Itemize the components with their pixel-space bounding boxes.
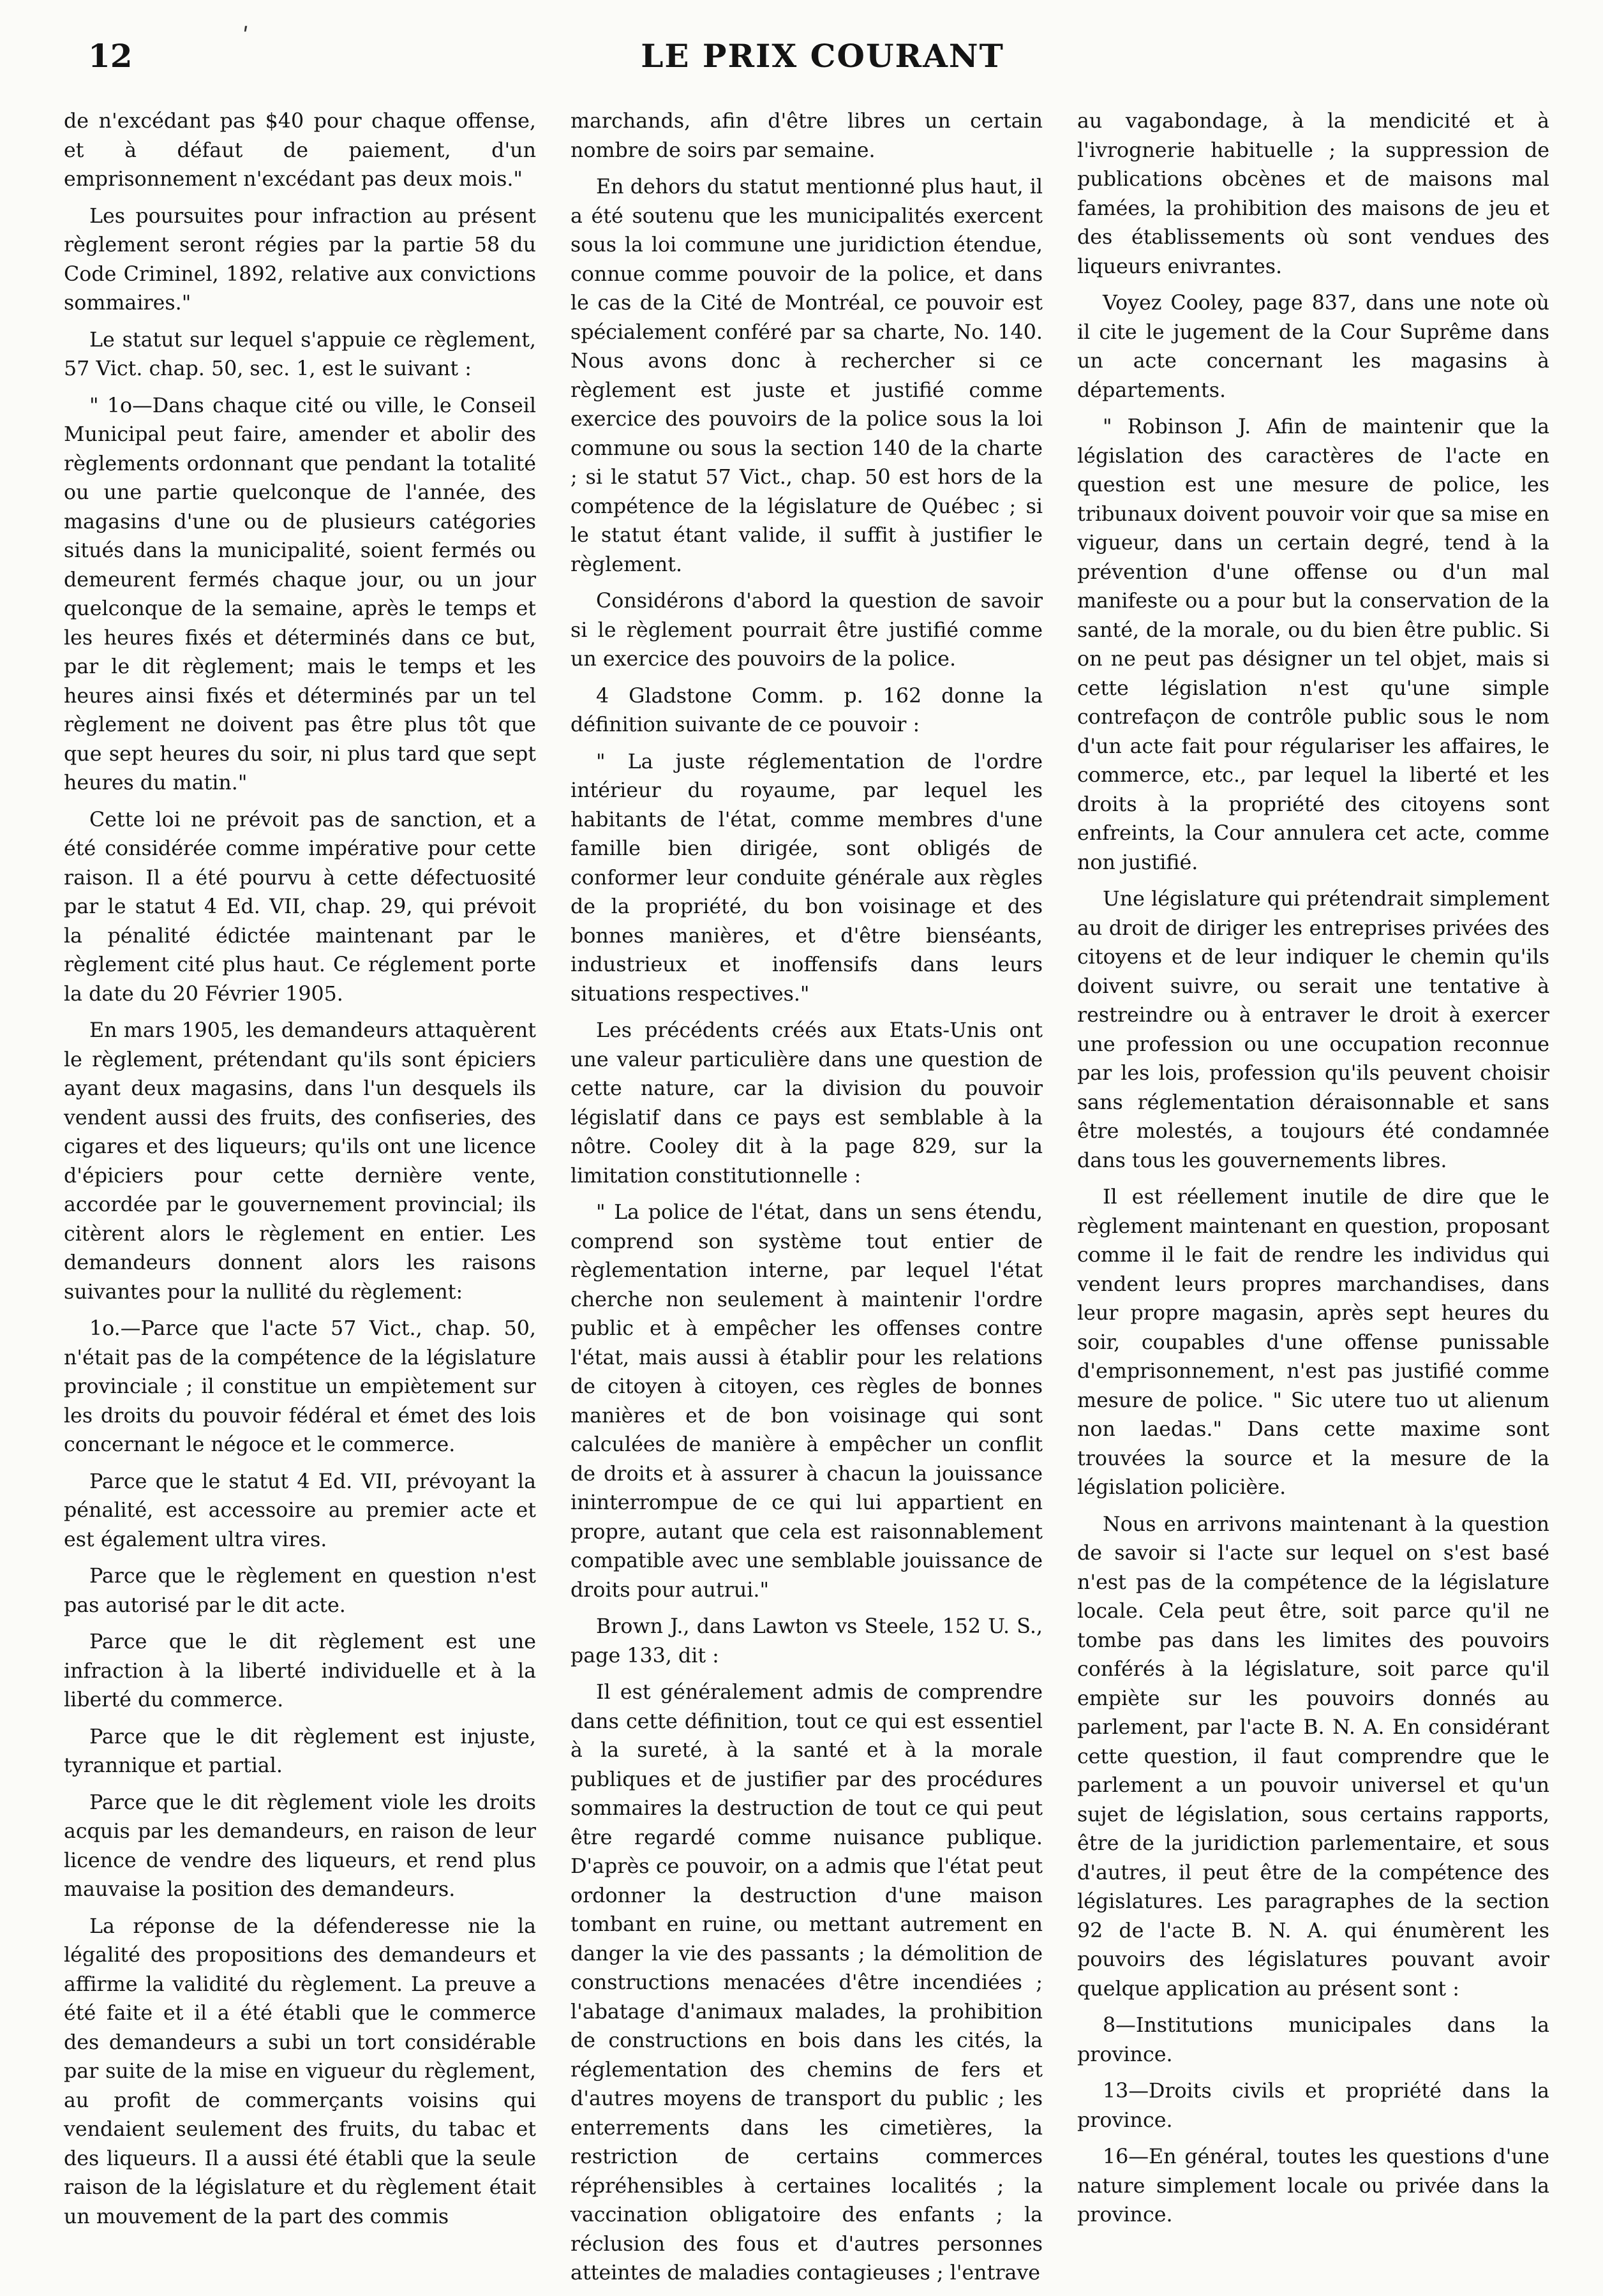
paragraph: Parce que le dit règlement viole les droits acquis par les demandeurs, en raison de leur licence de vendre des liqueurs, et rend plus mauvaise la position des demandeurs. (64, 1791, 536, 1901)
paragraph: " La police de l'état, dans un sens étendu, comprend son système tout entier de règlementation interne, par lequel l'état cherche non seulement à maintenir l'ordre public et à empêcher les offenses contre l'état, mais aussi à établir pour les relations de citoyen à citoyen, ces règles de bonnes manières et de bon voisinage qui sont calculées de manière à empêcher un conflit de droits et à assurer à chacun la jouissance ininterrompue de ce qui lui appartient en propre, autant que cela est raisonnablement compatible avec une semblable jouissance de droits pour autrui." (570, 1201, 1043, 1602)
paragraph: Nous en arrivons maintenant à la question de savoir si l'acte sur lequel on s'est basé n'est pas de la compétence de la législature locale. Cela peut être, soit parce qu'il ne tombe pas dans les limites des pouvoirs conférés à la législature, soit parce qu'il empiète sur les pouvoirs donnés au parlement, par l'acte B. N. A. En considérant cette question, il faut comprendre que le parlement a un pouvoir universel et qu'un sujet de législation, sous certains rapports, être de la juridiction parlementaire, et sous d'autres, il peut être de la compétence des législatures. Les paragraphes de la section 92 de l'acte B. N. A. qui énumèrent les pouvoirs des législatures pouvant avoir quelque application au présent sont : (1077, 1512, 1549, 2001)
paragraph: Parce que le dit règlement est une infraction à la liberté individuelle et à la liberté du commerce. (64, 1630, 536, 1711)
paragraph: Il est réellement inutile de dire que le règlement maintenant en question, proposant comme il le fait de rendre les individus qui vendent leurs propres marchandises, dans leur propre magasin, après sept heures du soir, coupables d'une offense punissable d'emprisonnement, n'est pas justifié comme mesure de police. " Sic utere tuo ut alienum non laedas." Dans cette maxime sont trouvées la source et la mesure de la législation policière. (1077, 1186, 1549, 1499)
paragraph: Une législature qui prétendrait simplement au droit de diriger les entreprises privées des citoyens et de leur indiquer le chemin qu'ils doivent suivre, ou serait une tentative à restreindre ou à entraver le droit à exercer une profession ou une occupation reconnue par les lois, profession qu'ils peuvent choisir sans réglementation déraisonnable et sans être molestés, a toujours été condamnée dans tous les gouvernements libres. (1077, 888, 1549, 1172)
paragraph: La réponse de la défenderesse nie la légalité des propositions des demandeurs et affirme la validité du règlement. La preuve a été faite et il a été établi que le commerce des demandeurs a subi un tort considérable par suite de la mise en vigueur du règlement, au profit de commerçants voisins qui vendaient seulement des fruits, du tabac et des liqueurs. Il a aussi été établi que la seule raison de la législature et du règlement était un mouvement de la part des commis (64, 1914, 536, 2228)
paragraph: " Robinson J. Afin de maintenir que la législation des caractères de l'acte en question est une mesure de police, les tribunaux doivent pouvoir voir que sa mise en vigueur, dans un certain degré, tend à la prévention d'une offense ou d'un mal manifeste ou a pour but la conservation de la santé, de la morale, ou du bien être public. Si on ne peut pas désigner un tel objet, mais si cette législation n'est qu'une simple contrefaçon de contrôle public sous le nom d'un acte fait pour régulariser les affaires, le commerce, etc., par lequel la liberté et les droits à la propriété des citoyens sont enfreints, la Cour annulera cet acte, comme non justifié. (1077, 415, 1549, 874)
paragraph: Parce que le règlement en question n'est pas autorisé par le dit acte. (64, 1565, 536, 1617)
paragraph: Parce que le statut 4 Ed. VII, prévoyant la pénalité, est accessoire au premier acte et est également ultra vires. (64, 1470, 536, 1551)
text-column-2 (570, 107, 1043, 2296)
page-header (82, 37, 1563, 82)
paragraph: En dehors du statut mentionné plus haut, il a été soutenu que les municipalités exercent sous la loi commune une juridiction étendue, connue comme pouvoir de la police, et dans le cas de la Cité de Montréal, ce pouvoir est spécialement conféré par sa charte, No. 140. Nous avons donc à rechercher si ce règlement est juste et justifié comme exercice des pouvoirs de la police sous la loi commune ou sous la section 140 de la charte ; si le statut 57 Vict., chap. 50 est hors de la compétence de la législature de Québec ; si le statut étant valide, il suffit à justifier le règlement. (570, 175, 1043, 576)
paragraph: 4 Gladstone Comm. p. 162 donne la définition suivante de ce pouvoir : (570, 684, 1043, 736)
paragraph: 16—En général, toutes les questions d'une nature simplement locale ou privée dans la province. (1077, 2145, 1549, 2226)
page-number: 12 (88, 37, 133, 75)
text-column-3 (1077, 107, 1549, 2238)
running-title: LE PRIX COURANT (641, 37, 1004, 75)
paragraph: " La juste réglementation de l'ordre intérieur du royaume, par lequel les habitants de l'état, comme membres d'une famille bien dirigée, sont obligés de conformer leur conduite générale aux règles de la propriété, du bon voisinage et des bonnes manières, et d'être bienséants, industrieux et inoffensifs dans leurs situations respectives." (570, 750, 1043, 1006)
stray-mark: ʹ (242, 24, 250, 50)
paragraph: marchands, afin d'être libres un certain nombre de soirs par semaine. (570, 110, 1043, 162)
paragraph: Cette loi ne prévoit pas de sanction, et a été considérée comme impérative pour cette raison. Il a été pourvu à cette défectuosité par le statut 4 Ed. VII, chap. 29, qui prévoit la pénalité édictée maintenant par le règlement cité plus haut. Ce réglement porte la date du 20 Février 1905. (64, 808, 536, 1006)
paragraph: En mars 1905, les demandeurs attaquèrent le règlement, prétendant qu'ils sont épiciers ayant deux magasins, dans l'un desquels ils vendent aussi des fruits, des confiseries, des cigares et des liqueurs; qu'ils ont une licence d'épiciers pour cette dernière vente, accordée par le gouvernement provincial; ils citèrent alors le règlement en entier. Les demandeurs donnent alors les raisons suivantes pour la nullité du règlement: (64, 1019, 536, 1304)
text-column-1 (64, 107, 536, 2239)
paragraph: 8—Institutions municipales dans la province. (1077, 2014, 1549, 2066)
paragraph: Il est généralement admis de comprendre dans cette définition, tout ce qui est essentiel à la sureté, à la santé et à la morale publiques et de justifier par des procédures sommaires la destruction de tout ce qui peut être regardé comme nuisance publique. D'après ce pouvoir, on a admis que l'état peut ordonner la destruction d'une maison tombant en ruine, ou mettant autrement en danger la vie des passants ; la démolition de constructions menacées d'être incendiées ; l'abatage d'animaux malades, la prohibition de constructions en bois dans les cités, la réglementation des chemins de fers et d'autres moyens de transport du public ; les enterrements dans les cimetières, la restriction de certains commerces répréhensibles à certaines localités ; la vaccination obligatoire des enfants ; la réclusion des fous et d'autres personnes atteintes de maladies contagieuses ; l'entrave (570, 1681, 1043, 2285)
paragraph: Les poursuites pour infraction au présent règlement seront régies par la partie 58 du Code Criminel, 1892, relative aux convictions sommaires." (64, 204, 536, 315)
paragraph: Le statut sur lequel s'appuie ce règlement, 57 Vict. chap. 50, sec. 1, est le suivant : (64, 328, 536, 380)
paragraph: de n'excédant pas $40 pour chaque offense, et à défaut de paiement, d'un emprisonnement n'excédant pas deux mois." (64, 110, 536, 191)
paragraph: Voyez Cooley, page 837, dans une note où il cite le jugement de la Cour Suprême dans un acte concernant les magasins à départements. (1077, 292, 1549, 402)
paragraph: Considérons d'abord la question de savoir si le règlement pourrait être justifié comme un exercice des pouvoirs de la police. (570, 590, 1043, 671)
paragraph: 13—Droits civils et propriété dans la province. (1077, 2080, 1549, 2132)
paragraph: 1o.—Parce que l'acte 57 Vict., chap. 50, n'était pas de la compétence de la législature provinciale ; il constitue un empiètement sur les droits du pouvoir fédéral et émet des lois concernant le négoce et le commerce. (64, 1317, 536, 1456)
paragraph: Brown J., dans Lawton vs Steele, 152 U. S., page 133, dit : (570, 1615, 1043, 1667)
paragraph: au vagabondage, à la mendicité et à l'ivrognerie habituelle ; la suppression de publications obcènes et de maisons mal famées, la prohibition des maisons de jeu et des établissements où sont vendues des liqueurs enivrantes. (1077, 110, 1549, 278)
paragraph: " 1o—Dans chaque cité ou ville, le Conseil Municipal peut faire, amender et abolir des règlements ordonnant que pendant la totalité ou une partie quelconque de l'année, des magasins d'une ou de plusieurs catégories situés dans la municipalité, soient fermés ou demeurent fermés chaque jour, ou un jour quelconque de la semaine, après le temps et les heures fixés et déterminés dans ce but, par le dit règlement; mais le temps et les heures ainsi fixés et déterminés par un tel règlement ne doivent pas être plus tôt que que sept heures du soir, ni plus tard que sept heures du matin." (64, 394, 536, 794)
paragraph: Parce que le dit règlement est injuste, tyrannique et partial. (64, 1725, 536, 1777)
paragraph: Les précédents créés aux Etats-Unis ont une valeur particulière dans une question de cette nature, car la division du pouvoir législatif dans ce pays est semblable à la nôtre. Cooley dit à la page 829, sur la limitation constitutionnelle : (570, 1019, 1043, 1188)
